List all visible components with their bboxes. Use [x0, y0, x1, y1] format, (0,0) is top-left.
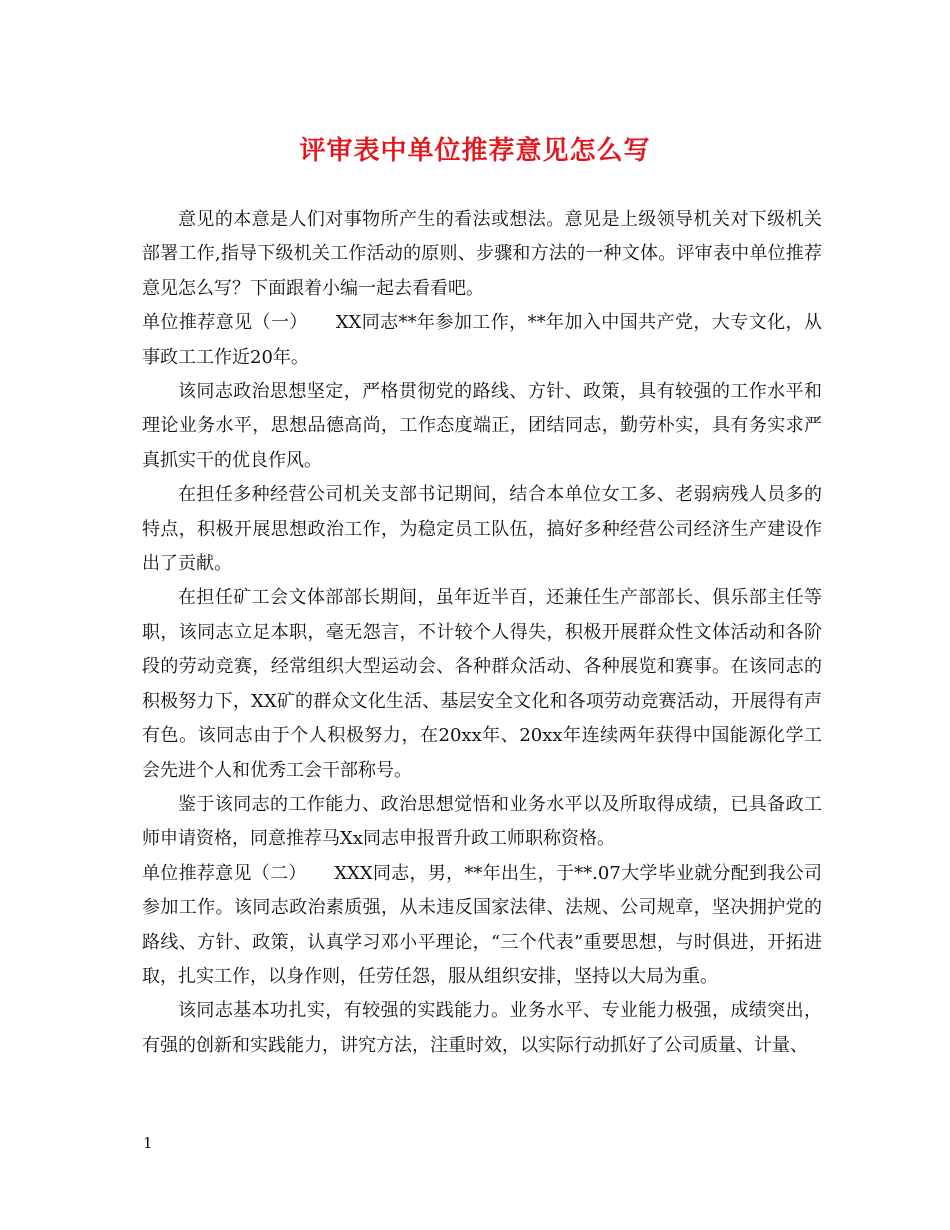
paragraph-union-sports: 在担任矿工会文体部部长期间，虽年近半百，还兼任生产部部长、俱乐部主任等职，该同志立足本职，毫无怨言，不计较个人得失，积极开展群众性文体活动和各阶段的劳动竞赛，经常组织大型运动会、各种群众活动、各种展览和赛事。在该同志的积极努力下，XX矿的群众文化生活、基层安全文化和各项劳动竞赛活动，开展得有声有色。该同志由于个人积极努力，在20xx年、20xx年连续两年获得中国能源化学工会先进个人和优秀工会干部称号。	[142, 587, 822, 781]
paragraph-opinion-two-heading: 单位推荐意见（二） XXX同志，男，**年出生，于**.07大学毕业就分配到我公司参加工作。该同志政治素质强，从未违反国家法律、法规、公司规章，坚决拥护党的路线、方针、政策，认真学习邓小平理论，“三个代表”重要思想，与时俱进，开拓进取，扎实工作，以身作则，任劳任怨，服从组织安排，坚持以大局为重。	[142, 862, 822, 987]
paragraph-practical-ability: 该同志基本功扎实，有较强的实践能力。业务水平、专业能力极强，成绩突出，有强的创新和实践能力，讲究方法，注重时效，以实际行动抓好了公司质量、计量、	[142, 1000, 822, 1056]
paragraph-intro: 意见的本意是人们对事物所产生的看法或想法。意见是上级领导机关对下级机关部署工作,指导下级机关工作活动的原则、步骤和方法的一种文体。评审表中单位推荐意见怎么写？下面跟着小编一起去看看吧。	[142, 209, 822, 299]
paragraph-recommendation: 鉴于该同志的工作能力、政治思想觉悟和业务水平以及所取得成绩，已具备政工师申请资格，同意推荐马Xx同志申报晋升政工师职称资格。	[142, 793, 822, 850]
paragraph-opinion-one-heading: 单位推荐意见（一） XX同志**年参加工作，**年加入中国共产党，大专文化，从事政工工作近20年。	[142, 312, 822, 368]
document-body	[142, 203, 822, 1063]
paragraph-branch-secretary: 在担任多种经营公司机关支部书记期间，结合本单位女工多、老弱病残人员多的特点，积极开展思想政治工作，为稳定员工队伍，搞好多种经营公司经济生产建设作出了贡献。	[142, 484, 822, 575]
paragraph-political-stance: 该同志政治思想坚定，严格贯彻党的路线、方针、政策，具有较强的工作水平和理论业务水平，思想品德高尚，工作态度端正，团结同志，勤劳朴实，具有务实求严真抓实干的优良作风。	[142, 381, 822, 471]
document-title: 评审表中单位推荐意见怎么写	[299, 136, 651, 166]
page-number: 1	[143, 1134, 153, 1152]
